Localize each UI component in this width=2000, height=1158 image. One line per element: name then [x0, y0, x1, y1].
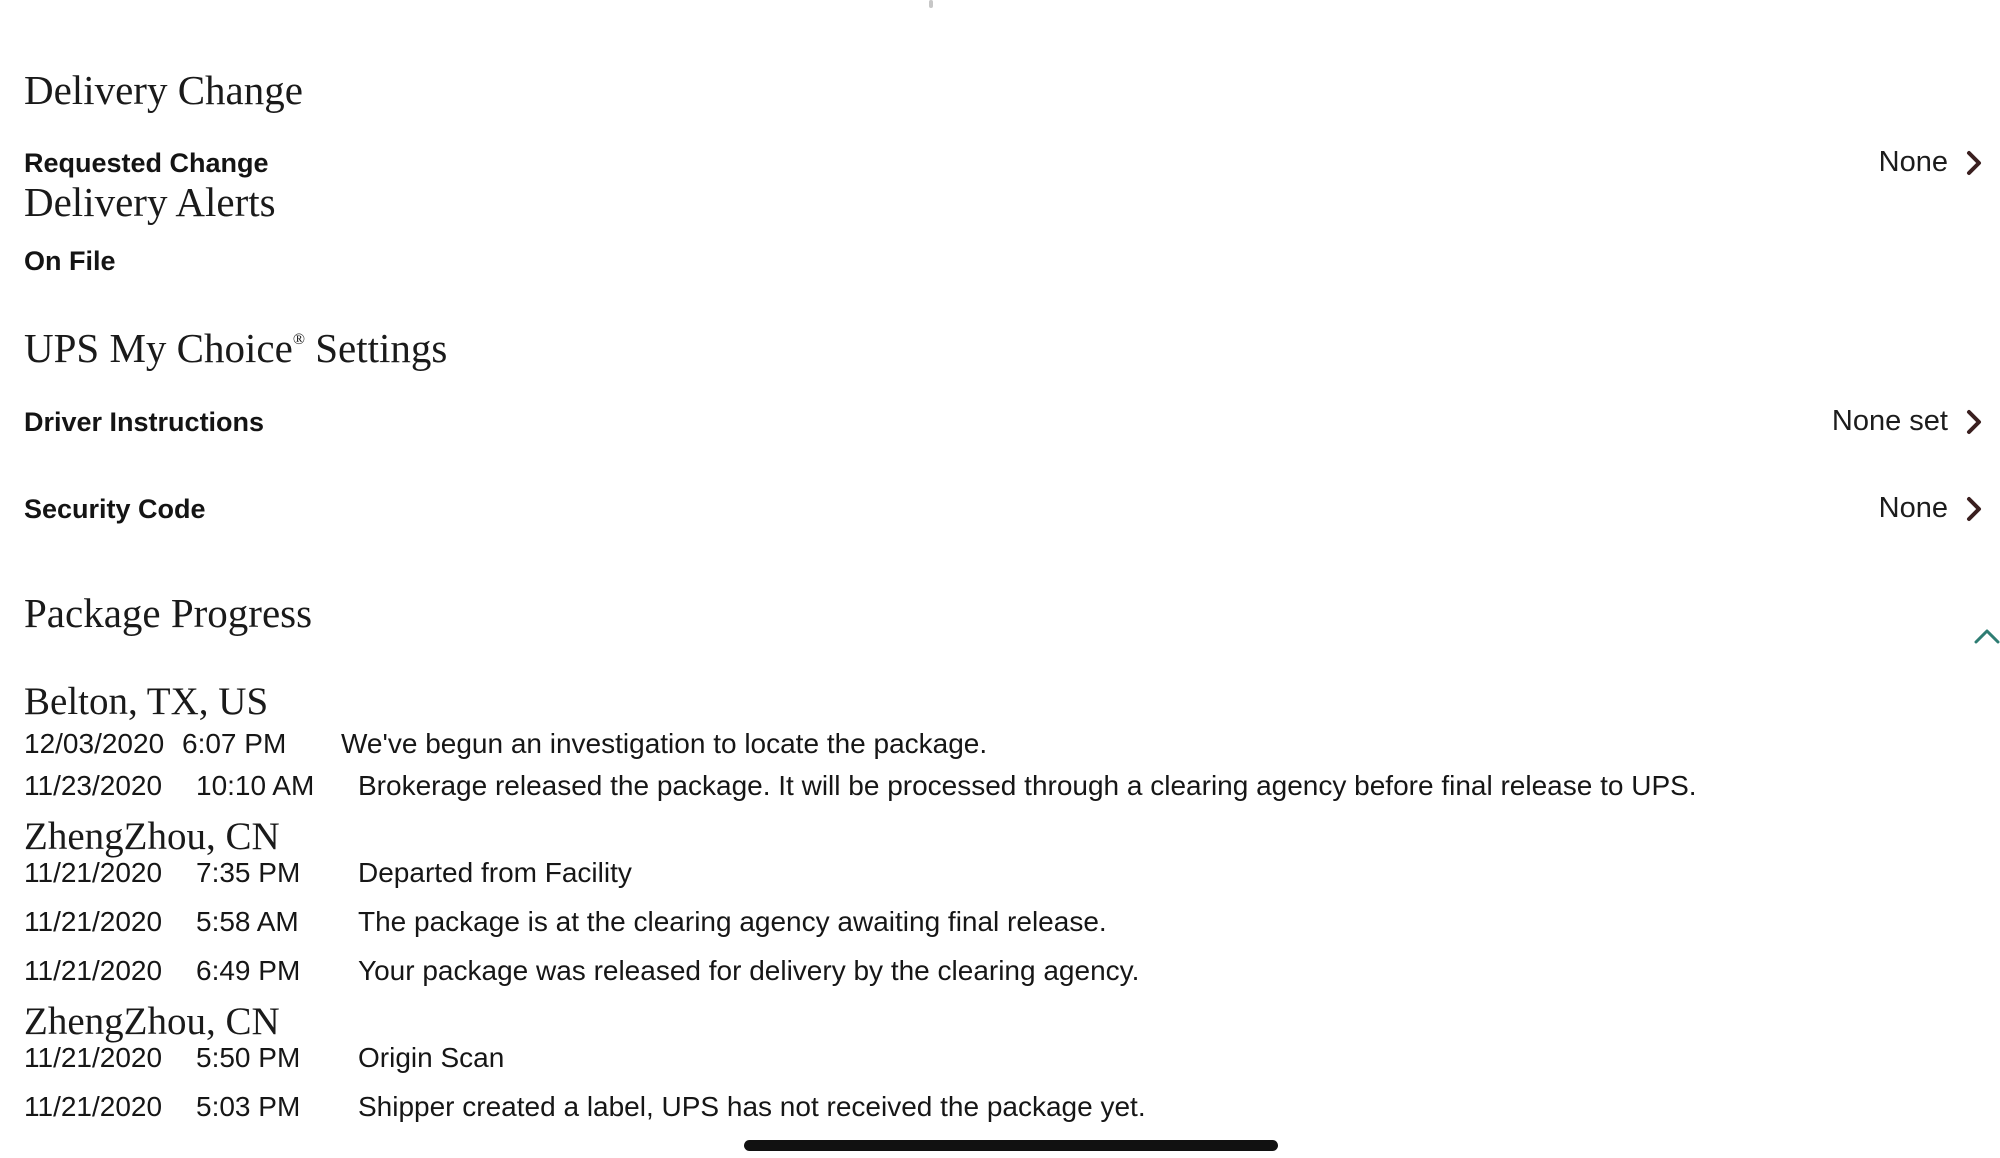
driver-instructions-label: Driver Instructions — [24, 407, 265, 437]
event-time: 6:07 PM — [182, 728, 287, 759]
registered-mark: ® — [292, 331, 305, 348]
requested-change-value-group — [1879, 148, 1984, 177]
event-description: Shipper created a label, UPS has not received the package yet. — [358, 1091, 1146, 1122]
chevron-right-icon — [1964, 495, 1984, 523]
delivery-alerts-heading: Delivery Alerts — [24, 179, 276, 225]
event-description: Your package was released for delivery by the clearing agency. — [358, 955, 1140, 986]
event-time: 6:49 PM — [196, 955, 301, 986]
home-indicator[interactable] — [744, 1140, 1278, 1151]
event-date: 11/21/2020 — [24, 1042, 163, 1073]
event-time: 10:10 AM — [196, 770, 315, 801]
event-time: 5:50 PM — [196, 1042, 301, 1073]
my-choice-heading-main: UPS My Choice — [24, 325, 293, 371]
chevron-up-icon[interactable] — [1972, 626, 2000, 646]
package-progress-heading: Package Progress — [24, 590, 313, 636]
security-code-value: None — [1878, 492, 1948, 524]
event-description: Departed from Facility — [358, 857, 632, 888]
security-code-row[interactable] — [24, 480, 2000, 540]
event-date: 11/23/2020 — [24, 770, 163, 801]
security-code-label: Security Code — [24, 494, 206, 524]
event-date: 11/21/2020 — [24, 906, 163, 937]
requested-change-label: Requested Change — [24, 148, 269, 178]
event-description: Brokerage released the package. It will be processed through a clearing agency before final release to UPS. — [358, 770, 1697, 801]
top-scroll-tick — [929, 0, 933, 8]
event-description: The package is at the clearing agency awaiting final release. — [358, 906, 1107, 937]
requested-change-row[interactable] — [24, 134, 2000, 194]
event-time: 7:35 PM — [196, 857, 301, 888]
event-time: 5:03 PM — [196, 1091, 301, 1122]
chevron-right-icon — [1964, 408, 1984, 436]
event-time: 5:58 AM — [196, 906, 299, 937]
event-description: We've begun an investigation to locate the package. — [341, 728, 988, 759]
event-date: 12/03/2020 — [24, 728, 165, 759]
progress-location-zhengzhou: ZhengZhou, CN — [24, 815, 280, 858]
driver-instructions-row[interactable] — [24, 393, 2000, 453]
event-date: 11/21/2020 — [24, 1091, 163, 1122]
on-file-label: On File — [24, 246, 116, 276]
my-choice-heading — [24, 325, 448, 371]
delivery-change-heading: Delivery Change — [24, 67, 303, 113]
my-choice-heading-tail: Settings — [304, 325, 448, 371]
event-date: 11/21/2020 — [24, 955, 163, 986]
progress-location-belton: Belton, TX, US — [24, 680, 269, 723]
chevron-right-icon — [1964, 149, 1984, 177]
event-description: Origin Scan — [358, 1042, 505, 1073]
requested-change-value: None — [1878, 146, 1948, 178]
driver-instructions-value: None set — [1831, 405, 1948, 437]
security-code-value-group — [1879, 494, 1984, 523]
progress-location-zhengzhou: ZhengZhou, CN — [24, 1000, 280, 1043]
event-date: 11/21/2020 — [24, 857, 163, 888]
driver-instructions-value-group — [1832, 407, 1984, 436]
